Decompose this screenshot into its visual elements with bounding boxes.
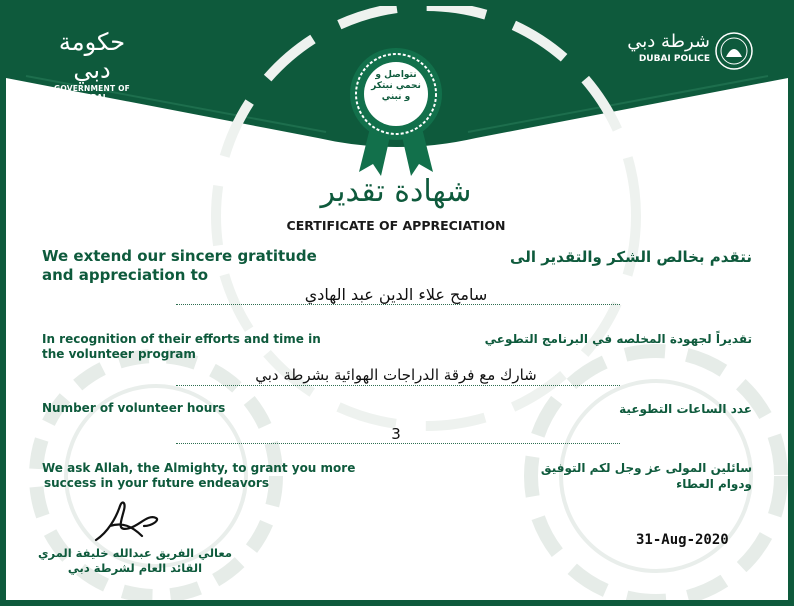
recipient-name: سامح علاء الدين عبد الهادي [304,285,488,304]
gratitude-arabic: نتقدم بخالص الشكر والتقدير الى [510,248,752,266]
wishes-english-line2: success in your future endeavors [44,476,269,490]
wishes-english [42,461,355,491]
police-emblem-icon [714,30,754,72]
signature-icon [86,496,176,546]
recognition-english [42,332,321,362]
issue-date: 31-Aug-2020 [636,532,729,548]
program-name: شارك مع فرقة الدراجات الهوائية بشرطة دبي [255,366,537,384]
wishes-arabic [506,460,752,492]
recognition-arabic: تقديراً لجهودة المخلصه في البرنامج التطوعي [484,332,752,346]
gratitude-english [42,247,317,285]
wishes-arabic-line2: ودوام العطاء [676,477,752,491]
hours-english: Number of volunteer hours [42,401,226,415]
gratitude-english-line1: We extend our sincere gratitude [42,247,317,265]
police-logo-english: DUBAI POLICE [638,54,710,64]
wishes-english-line1: We ask Allah, the Almighty, to grant you more [42,461,356,475]
signatory-line1: معالي الفريق عبدالله خليفة المري [38,546,232,560]
hours-value: 3 [391,425,401,443]
government-logo-arabic: حكومة دبي [58,28,126,84]
certificate-title-english: CERTIFICATE OF APPRECIATION [286,218,506,233]
police-logo-arabic: شرطة دبي [627,31,710,52]
government-logo-english: GOVERNMENT OF DUBAI [54,84,130,102]
program-name-underline [176,385,620,386]
certificate-title-arabic: شهادة تقدير [320,174,472,209]
recognition-english-line2: the volunteer program [42,347,196,361]
recipient-name-underline [176,304,620,305]
signatory-line2: القائد العام لشرطة دبي [67,561,203,575]
wishes-arabic-line1: سائلين المولى عز وجل لكم التوفيق [540,461,752,475]
hours-underline [176,443,620,444]
hours-arabic: عدد الساعات التطوعية [619,402,752,416]
dubai-police-logo [626,30,772,76]
gratitude-english-line2: and appreciation to [42,266,209,284]
recognition-english-line1: In recognition of their efforts and time in [42,332,321,346]
badge-text: نتواصل و نحمي نبتكر و نبني [371,70,421,102]
signatory [36,546,234,576]
government-of-dubai-logo [42,28,142,102]
